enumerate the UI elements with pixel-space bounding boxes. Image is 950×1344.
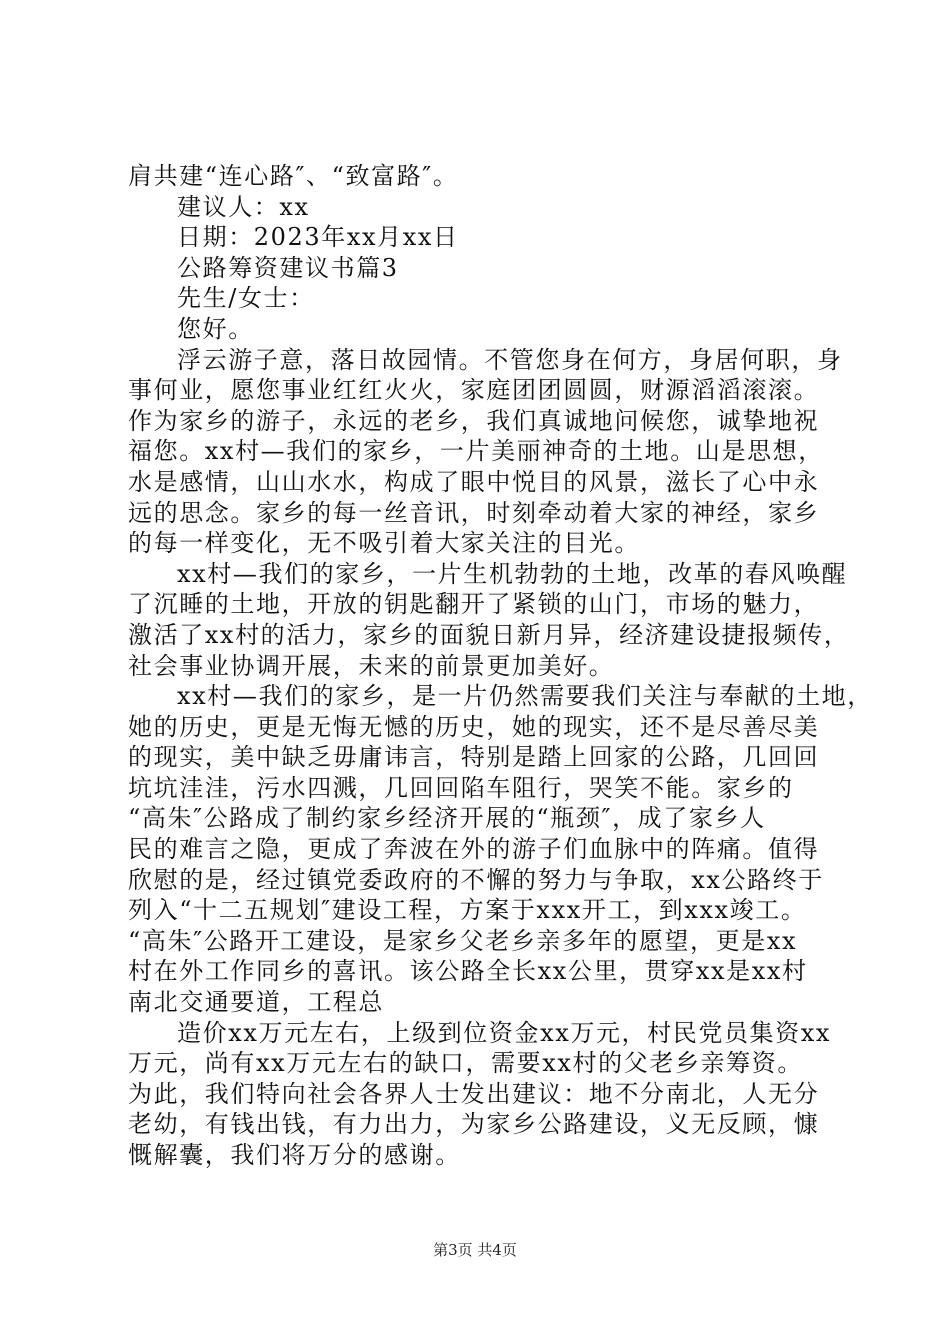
section-heading: 公路筹资建议书篇3	[177, 253, 399, 282]
text-line: 的每一样变化，无不吸引着大家关注的目光。	[128, 529, 640, 558]
text-line: 老幼，有钱出钱，有力出力，为家乡公路建设，义无反顾，慷	[128, 1110, 820, 1139]
text-line: 建议人：xx	[177, 192, 310, 221]
text-line: “高朱″公路开工建设，是家乡父老乡亲多年的愿望，更是xx	[128, 926, 798, 955]
text-line: 的现实，美中缺乏毋庸讳言，特别是踏上回家的公路，几回回	[128, 743, 820, 772]
text-line: 社会事业协调开展，未来的前景更加美好。	[128, 651, 615, 680]
text-line: xx村—我们的家乡，是一片仍然需要我们关注与奉献的土地，	[177, 682, 873, 711]
text-line: “高朱″公路成了制约家乡经济开展的“瓶颈″，成了家乡人	[128, 804, 766, 833]
text-line: 她的历史，更是无悔无憾的历史，她的现实，还不是尽善尽美	[128, 712, 820, 741]
page-number-footer: 第3页 共4页	[433, 1241, 517, 1259]
text-line: 万元，尚有xx万元左右的缺口，需要xx村的父老乡亲筹资。	[128, 1049, 803, 1078]
text-line: 了沉睡的土地，开放的钥匙翻开了紧锁的山门，市场的魅力，	[128, 590, 820, 619]
text-line: 慨解囊，我们将万分的感谢。	[128, 1141, 461, 1169]
text-line: 造价xx万元左右，上级到位资金xx万元，村民党员集资xx	[177, 1018, 832, 1047]
text-line: 远的思念。家乡的每一丝音讯，时刻牵动着大家的神经，家乡	[128, 498, 820, 527]
text-line: 水是感情，山山水水，构成了眼中悦目的风景，滋长了心中永	[128, 467, 820, 496]
document-body	[128, 161, 873, 1171]
text-line: 村在外工作同乡的喜讯。该公路全长xx公里，贯穿xx是xx村	[128, 957, 808, 986]
text-line: 先生/女士：	[177, 284, 315, 313]
text-line: 欣慰的是，经过镇党委政府的不懈的努力与争取，xx公路终于	[128, 865, 824, 894]
text-line: 列入“十二五规划″建设工程，方案于xxx开工，到xxx竣工。	[128, 896, 807, 925]
text-line: 浮云游子意，落日故园情。不管您身在何方，身居何职，身	[177, 345, 843, 374]
text-line: 激活了xx村的活力，家乡的面貌日新月异，经济建设捷报频传，	[128, 620, 850, 649]
text-line: 坑坑洼洼，污水四溅，几回回陷车阻行，哭笑不能。家乡的	[128, 773, 794, 802]
text-line: 福您。xx村—我们的家乡，一片美丽神奇的土地。山是思想，	[128, 437, 824, 466]
text-line: 作为家乡的游子，永远的老乡，我们真诚地问候您，诚挚地祝	[128, 406, 820, 435]
text-line: 南北交通要道，工程总	[128, 988, 384, 1017]
text-line: 事何业，愿您事业红红火火，家庭团团圆圆，财源滔滔滚滚。	[128, 376, 820, 405]
text-line: 您好。	[177, 314, 254, 343]
text-line: 肩共建“连心路″、“致富路″。	[128, 162, 459, 190]
text-line: 日期：2023年xx月xx日	[177, 223, 459, 252]
text-line: xx村—我们的家乡，一片生机勃勃的土地，改革的春风唤醒	[177, 559, 848, 588]
text-line: 为此，我们特向社会各界人士发出建议：地不分南北，人无分	[128, 1079, 820, 1108]
text-line: 民的难言之隐，更成了奔波在外的游子们血脉中的阵痛。值得	[128, 835, 820, 864]
